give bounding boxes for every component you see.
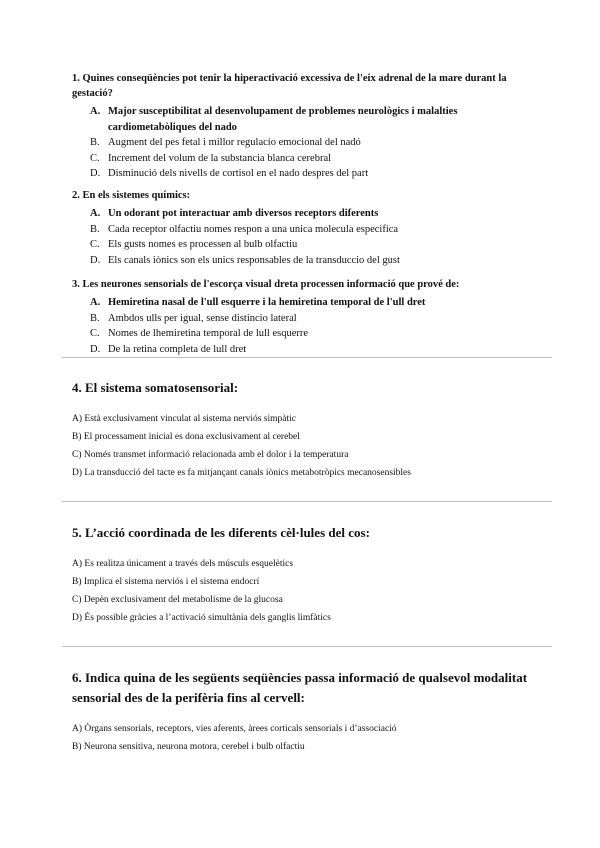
question-6-title: 6. Indica quina de les següents seqüències passa informació de qualsevol modalitat sensorial des de la perifèria fins al cervell:	[72, 670, 528, 705]
option-text: Un odorant pot interactuar amb diversos receptors diferents	[108, 208, 379, 219]
question-4-option-d[interactable]: D) La transducció del tacte es fa mitjançant canals iònics metabotròpics mecanosensibles	[72, 468, 411, 478]
question-2-options	[72, 206, 532, 268]
question-4	[72, 378, 542, 482]
option-text: Disminució dels nivells de cortisol en el nado despres del part	[108, 168, 369, 179]
question-5-options	[72, 555, 542, 627]
question-2-option-d[interactable]	[72, 253, 532, 269]
question-5-title: 5. L’acció coordinada de les diferents cèl·lules del cos:	[72, 525, 370, 540]
question-4-option-b[interactable]: B) El processament inicial es dona exclusivament al cerebel	[72, 432, 300, 442]
question-6-options	[72, 720, 542, 756]
option-text: De la retina completa de lull dret	[108, 343, 247, 355]
option-text: Major susceptibilitat al desenvolupament de problemes neurològics i malalties cardiometabòliques del nado	[108, 106, 458, 133]
option-text: Augment del pes fetal i millor regulacio emocional del nadó	[108, 137, 361, 148]
question-1-option-d[interactable]	[72, 166, 532, 182]
question-4-title: 4. El sistema somatosensorial:	[72, 380, 239, 395]
option-text: Cada receptor olfactiu nomes respon a una unica molecula especifica	[108, 223, 399, 235]
question-4-options	[72, 410, 542, 482]
option-letter: B.	[90, 137, 100, 148]
option-letter: A.	[90, 297, 101, 308]
question-3-options	[72, 295, 532, 357]
option-letter: D.	[90, 254, 101, 266]
option-letter: C.	[90, 239, 100, 250]
question-1-option-b[interactable]	[72, 135, 532, 151]
question-3-option-c[interactable]	[72, 326, 532, 342]
option-text: Els gusts nomes es processen al bulb olfactiu	[108, 239, 298, 250]
question-6	[72, 668, 542, 756]
question-5-option-c[interactable]: C) Depèn exclusivament del metabolisme de la glucosa	[72, 595, 283, 605]
question-1	[72, 71, 532, 182]
option-letter: D.	[90, 343, 101, 355]
option-text: Increment del volum de la substancia blanca cerebral	[108, 152, 332, 164]
option-text: Ambdos ulls per igual, sense distincio lateral	[108, 312, 297, 324]
question-5	[72, 523, 542, 627]
question-3-title: 3. Les neurones sensorials de l'escorça visual dreta processen informació que prové de:	[72, 279, 460, 290]
option-letter: A.	[90, 106, 101, 117]
option-letter: C.	[90, 152, 100, 164]
option-letter: A.	[90, 208, 101, 219]
option-letter: C.	[90, 328, 100, 339]
question-1-option-a[interactable]	[72, 104, 532, 135]
question-6-option-a[interactable]: A) Òrgans sensorials, receptors, vies aferents, àrees corticals sensorials i d’associació	[72, 724, 397, 734]
option-letter: D.	[90, 168, 101, 179]
question-2-option-a[interactable]	[72, 206, 532, 222]
question-5-option-d[interactable]: D) És possible gràcies a l’activació simultània dels ganglis limfàtics	[72, 613, 331, 623]
option-text: Hemiretina nasal de l'ull esquerre i la hemiretina temporal de l'ull dret	[108, 297, 426, 308]
question-2	[72, 188, 532, 268]
question-4-option-a[interactable]: A) Està exclusivament vinculat al sistema nerviós simpàtic	[72, 414, 296, 424]
question-6-option-b[interactable]: B) Neurona sensitiva, neurona motora, cerebel i bulb olfactiu	[72, 742, 305, 752]
section-divider	[62, 501, 552, 502]
section-divider	[62, 646, 552, 647]
option-letter: B.	[90, 223, 100, 235]
question-3-option-a[interactable]	[72, 295, 532, 311]
question-5-option-b[interactable]: B) Implica el sistema nerviós i el sistema endocrí	[72, 577, 260, 587]
question-2-option-b[interactable]	[72, 222, 532, 238]
question-5-option-a[interactable]: A) Es realitza únicament a través dels músculs esquelètics	[72, 559, 294, 569]
question-3-option-d[interactable]	[72, 342, 532, 358]
question-3	[72, 277, 532, 357]
question-1-option-c[interactable]	[72, 151, 532, 167]
option-text: Nomes de lhemiretina temporal de lull esquerre	[108, 328, 309, 339]
question-1-title: 1. Quines conseqüències pot tenir la hiperactivació excessiva de l'eix adrenal de la mare durant la gestació?	[72, 73, 507, 99]
question-3-option-b[interactable]	[72, 311, 532, 327]
question-2-option-c[interactable]	[72, 237, 532, 253]
question-2-title: 2. En els sistemes químics:	[72, 190, 191, 201]
question-1-options	[72, 104, 532, 182]
question-4-option-c[interactable]: C) Només transmet informació relacionada amb el dolor i la temperatura	[72, 450, 349, 460]
option-letter: B.	[90, 312, 100, 324]
section-divider	[62, 357, 552, 358]
option-text: Els canals iònics son els unics responsables de la transduccio del gust	[108, 254, 400, 266]
